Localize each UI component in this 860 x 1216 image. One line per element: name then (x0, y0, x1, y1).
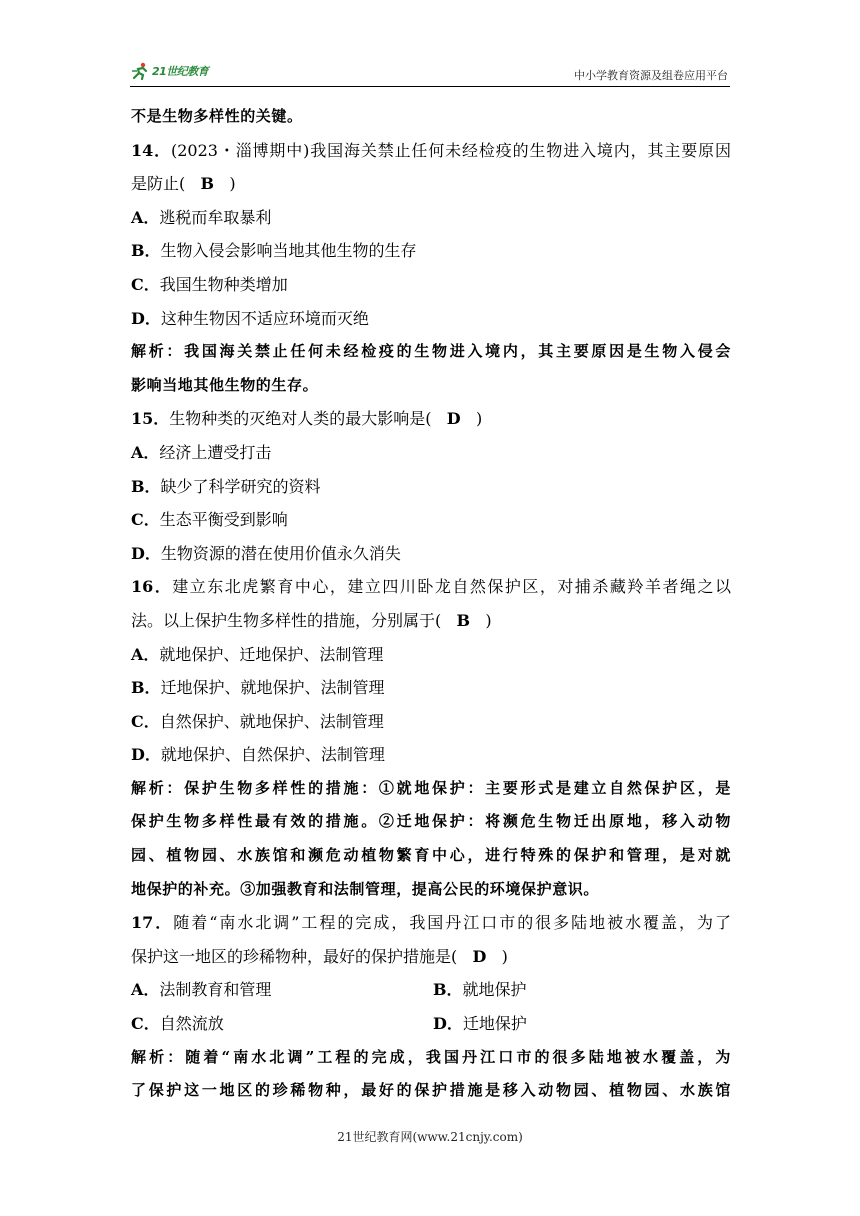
question-16-analysis: 园、植物园、水族馆和濒危动植物繁育中心，进行特殊的保护和管理，是对就 (131, 846, 731, 865)
question-17-stem: 17．随着“南水北调”工程的完成，我国丹江口市的很多陆地被水覆盖，为了 (131, 913, 731, 933)
question-number: 15． (131, 409, 170, 429)
question-number: 14． (131, 140, 171, 160)
option-c: C．自然保护、就地保护、法制管理 (131, 711, 384, 731)
option-c: C．生态平衡受到影响 (131, 510, 288, 530)
option-d: D．这种生物因不适应环境而灭绝 (131, 308, 369, 328)
platform-name: 中小学教育资源及组卷应用平台 (574, 69, 728, 82)
option-a: A．就地保护、迁地保护、法制管理 (131, 644, 384, 664)
option-c: C．我国生物种类增加 (131, 274, 288, 294)
analysis-continuation: 不是生物多样性的关键。 (131, 107, 303, 125)
site-logo (130, 62, 208, 80)
question-17-analysis: 了保护这一地区的珍稀物种，最好的保护措施是移入动物园、植物园、水族馆 (131, 1081, 731, 1100)
question-14-stem: 14．(2023・淄博期中)我国海关禁止任何未经检疫的生物进入境内，其主要原因 (131, 140, 731, 160)
answer: D (446, 409, 461, 429)
running-figure-icon (130, 62, 150, 80)
answer: B (200, 174, 215, 194)
document-body (131, 100, 731, 1108)
option-d: D．迁地保护 (433, 1014, 527, 1034)
question-17-stem-end: 保护这一地区的珍稀物种，最好的保护措施是( D ) (131, 946, 508, 966)
option-d: D．就地保护、自然保护、法制管理 (131, 745, 385, 765)
options-row-ab (131, 973, 731, 1007)
options-row-cd (131, 1007, 731, 1041)
question-number: 17． (131, 913, 174, 933)
option-b: B．就地保护 (433, 980, 527, 1000)
option-b: B．生物入侵会影响当地其他生物的生存 (131, 241, 417, 261)
option-b: B．迁地保护、就地保护、法制管理 (131, 678, 385, 698)
option-c: C．自然流放 (131, 1014, 224, 1034)
page-header (130, 58, 730, 86)
question-16-stem: 16．建立东北虎繁育中心，建立四川卧龙自然保护区，对捕杀藏羚羊者绳之以 (131, 577, 731, 597)
header-divider (130, 86, 730, 87)
answer: D (472, 946, 487, 966)
logo-text: 21世纪教育 (152, 65, 209, 78)
question-14-analysis-end: 影响当地其他生物的生存。 (131, 375, 319, 394)
question-14-analysis: 解析：我国海关禁止任何未经检疫的生物进入境内，其主要原因是生物入侵会 (131, 342, 731, 361)
question-14-stem-end: 是防止( B ) (131, 174, 236, 194)
option-a: A．法制教育和管理 (131, 980, 272, 1000)
option-a: A．逃税而牟取暴利 (131, 207, 272, 227)
page-footer: 21世纪教育网(www.21cnjy.com) (337, 1130, 523, 1144)
question-16-analysis: 解析：保护生物多样性的措施：①就地保护：主要形式是建立自然保护区，是 (131, 778, 731, 797)
option-b: B．缺少了科学研究的资料 (131, 476, 321, 496)
question-16-analysis-end: 地保护的补充。③加强教育和法制管理，提高公民的环境保护意识。 (131, 879, 600, 898)
option-d: D．生物资源的潜在使用价值永久消失 (131, 543, 401, 563)
question-15-stem: 15．生物种类的灭绝对人类的最大影响是( D ) (131, 409, 483, 429)
answer: B (456, 610, 471, 630)
option-a: A．经济上遭受打击 (131, 442, 272, 462)
question-16-stem-end: 法。以上保护生物多样性的措施，分别属于( B ) (131, 610, 492, 630)
question-17-analysis: 解析：随着“南水北调”工程的完成，我国丹江口市的很多陆地被水覆盖，为 (131, 1047, 731, 1066)
question-number: 16． (131, 577, 173, 597)
question-16-analysis: 保护生物多样性最有效的措施。②迁地保护：将濒危生物迁出原地，移入动物 (131, 812, 731, 831)
